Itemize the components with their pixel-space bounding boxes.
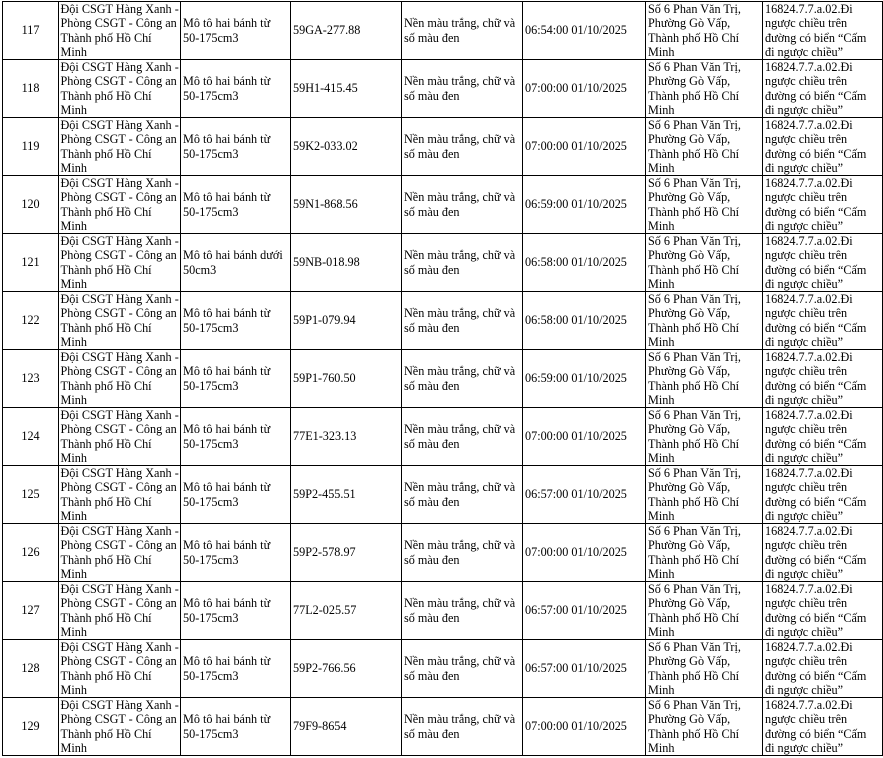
license-plate-cell: 59P1-079.94	[291, 292, 402, 350]
violation-description-cell: 16824.7.7.a.02.Đi ngược chiều trên đường có biển “Cấm đi ngược chiều”	[763, 582, 883, 640]
plate-color-cell: Nền màu trắng, chữ và số màu đen	[402, 408, 523, 466]
violation-time-cell: 06:58:00 01/10/2025	[523, 292, 646, 350]
row-number-cell: 118	[3, 60, 59, 118]
violation-description-cell: 16824.7.7.a.02.Đi ngược chiều trên đường có biển “Cấm đi ngược chiều”	[763, 408, 883, 466]
violations-table-body	[3, 2, 883, 756]
violations-table	[2, 1, 883, 756]
violation-time-cell: 07:00:00 01/10/2025	[523, 60, 646, 118]
unit-cell: Đội CSGT Hàng Xanh - Phòng CSGT - Công an Thành phố Hồ Chí Minh	[60, 698, 179, 755]
violation-description-cell: 16824.7.7.a.02.Đi ngược chiều trên đường có biển “Cấm đi ngược chiều”	[763, 698, 883, 756]
row-number-cell: 121	[3, 234, 59, 292]
violation-description-cell: 16824.7.7.a.02.Đi ngược chiều trên đường có biển “Cấm đi ngược chiều”	[763, 350, 883, 408]
plate-color-cell: Nền màu trắng, chữ và số màu đen	[402, 60, 523, 118]
unit-cell: Đội CSGT Hàng Xanh - Phòng CSGT - Công an Thành phố Hồ Chí Minh	[60, 640, 179, 697]
row-number-cell: 129	[3, 698, 59, 756]
row-number-cell: 117	[3, 2, 59, 60]
table-row	[3, 292, 883, 350]
plate-color-cell: Nền màu trắng, chữ và số màu đen	[402, 2, 523, 60]
license-plate-cell: 59P2-766.56	[291, 640, 402, 698]
plate-color-cell: Nền màu trắng, chữ và số màu đen	[402, 292, 523, 350]
violation-time-cell: 06:59:00 01/10/2025	[523, 350, 646, 408]
license-plate-cell: 59P2-578.97	[291, 524, 402, 582]
table-row	[3, 524, 883, 582]
table-row	[3, 698, 883, 756]
vehicle-type-cell: Mô tô hai bánh từ 50-175cm3	[181, 60, 291, 118]
table-row	[3, 582, 883, 640]
vehicle-type-cell: Mô tô hai bánh dưới 50cm3	[181, 234, 291, 292]
vehicle-type-cell: Mô tô hai bánh từ 50-175cm3	[181, 292, 291, 350]
violation-time-cell: 07:00:00 01/10/2025	[523, 524, 646, 582]
vehicle-type-cell: Mô tô hai bánh từ 50-175cm3	[181, 582, 291, 640]
violation-description-cell: 16824.7.7.a.02.Đi ngược chiều trên đường có biển “Cấm đi ngược chiều”	[763, 118, 883, 176]
violation-time-cell: 06:59:00 01/10/2025	[523, 176, 646, 234]
row-number-cell: 125	[3, 466, 59, 524]
violation-description-cell: 16824.7.7.a.02.Đi ngược chiều trên đường có biển “Cấm đi ngược chiều”	[763, 2, 883, 60]
violation-time-cell: 06:57:00 01/10/2025	[523, 466, 646, 524]
violation-time-cell: 07:00:00 01/10/2025	[523, 698, 646, 756]
unit-cell: Đội CSGT Hàng Xanh - Phòng CSGT - Công an Thành phố Hồ Chí Minh	[60, 582, 179, 639]
license-plate-cell: 77L2-025.57	[291, 582, 402, 640]
row-number-cell: 126	[3, 524, 59, 582]
vehicle-type-cell: Mô tô hai bánh từ 50-175cm3	[181, 2, 291, 60]
vehicle-type-cell: Mô tô hai bánh từ 50-175cm3	[181, 698, 291, 756]
vehicle-type-cell: Mô tô hai bánh từ 50-175cm3	[181, 524, 291, 582]
unit-cell: Đội CSGT Hàng Xanh - Phòng CSGT - Công an Thành phố Hồ Chí Minh	[60, 2, 179, 59]
table-row	[3, 2, 883, 60]
vehicle-type-cell: Mô tô hai bánh từ 50-175cm3	[181, 118, 291, 176]
table-row	[3, 466, 883, 524]
violation-description-cell: 16824.7.7.a.02.Đi ngược chiều trên đường có biển “Cấm đi ngược chiều”	[763, 176, 883, 234]
plate-color-cell: Nền màu trắng, chữ và số màu đen	[402, 524, 523, 582]
violation-location-cell: Số 6 Phan Văn Trị, Phường Gò Vấp, Thành phố Hồ Chí Minh	[646, 60, 763, 118]
plate-color-cell: Nền màu trắng, chữ và số màu đen	[402, 118, 523, 176]
unit-cell: Đội CSGT Hàng Xanh - Phòng CSGT - Công an Thành phố Hồ Chí Minh	[60, 408, 179, 465]
table-row	[3, 350, 883, 408]
row-number-cell: 124	[3, 408, 59, 466]
row-number-cell: 120	[3, 176, 59, 234]
license-plate-cell: 59NB-018.98	[291, 234, 402, 292]
violation-time-cell: 07:00:00 01/10/2025	[523, 408, 646, 466]
vehicle-type-cell: Mô tô hai bánh từ 50-175cm3	[181, 640, 291, 698]
plate-color-cell: Nền màu trắng, chữ và số màu đen	[402, 350, 523, 408]
row-number-cell: 119	[3, 118, 59, 176]
plate-color-cell: Nền màu trắng, chữ và số màu đen	[402, 466, 523, 524]
plate-color-cell: Nền màu trắng, chữ và số màu đen	[402, 640, 523, 698]
violation-time-cell: 07:00:00 01/10/2025	[523, 118, 646, 176]
row-number-cell: 122	[3, 292, 59, 350]
violation-location-cell: Số 6 Phan Văn Trị, Phường Gò Vấp, Thành phố Hồ Chí Minh	[646, 582, 763, 640]
violation-location-cell: Số 6 Phan Văn Trị, Phường Gò Vấp, Thành phố Hồ Chí Minh	[646, 350, 763, 408]
unit-cell: Đội CSGT Hàng Xanh - Phòng CSGT - Công an Thành phố Hồ Chí Minh	[60, 176, 179, 233]
license-plate-cell: 59P2-455.51	[291, 466, 402, 524]
row-number-cell: 123	[3, 350, 59, 408]
violation-description-cell: 16824.7.7.a.02.Đi ngược chiều trên đường có biển “Cấm đi ngược chiều”	[763, 234, 883, 292]
vehicle-type-cell: Mô tô hai bánh từ 50-175cm3	[181, 466, 291, 524]
violation-location-cell: Số 6 Phan Văn Trị, Phường Gò Vấp, Thành phố Hồ Chí Minh	[646, 466, 763, 524]
row-number-cell: 128	[3, 640, 59, 698]
violation-location-cell: Số 6 Phan Văn Trị, Phường Gò Vấp, Thành phố Hồ Chí Minh	[646, 234, 763, 292]
license-plate-cell: 59N1-868.56	[291, 176, 402, 234]
table-row	[3, 60, 883, 118]
unit-cell: Đội CSGT Hàng Xanh - Phòng CSGT - Công an Thành phố Hồ Chí Minh	[60, 60, 179, 117]
violation-time-cell: 06:57:00 01/10/2025	[523, 640, 646, 698]
violation-location-cell: Số 6 Phan Văn Trị, Phường Gò Vấp, Thành phố Hồ Chí Minh	[646, 118, 763, 176]
violation-time-cell: 06:54:00 01/10/2025	[523, 2, 646, 60]
violation-location-cell: Số 6 Phan Văn Trị, Phường Gò Vấp, Thành phố Hồ Chí Minh	[646, 2, 763, 60]
license-plate-cell: 79F9-8654	[291, 698, 402, 756]
violation-description-cell: 16824.7.7.a.02.Đi ngược chiều trên đường có biển “Cấm đi ngược chiều”	[763, 292, 883, 350]
violation-location-cell: Số 6 Phan Văn Trị, Phường Gò Vấp, Thành phố Hồ Chí Minh	[646, 698, 763, 756]
vehicle-type-cell: Mô tô hai bánh từ 50-175cm3	[181, 176, 291, 234]
plate-color-cell: Nền màu trắng, chữ và số màu đen	[402, 176, 523, 234]
unit-cell: Đội CSGT Hàng Xanh - Phòng CSGT - Công an Thành phố Hồ Chí Minh	[60, 234, 179, 291]
table-row	[3, 176, 883, 234]
vehicle-type-cell: Mô tô hai bánh từ 50-175cm3	[181, 408, 291, 466]
license-plate-cell: 59K2-033.02	[291, 118, 402, 176]
violation-description-cell: 16824.7.7.a.02.Đi ngược chiều trên đường có biển “Cấm đi ngược chiều”	[763, 60, 883, 118]
license-plate-cell: 77E1-323.13	[291, 408, 402, 466]
violation-description-cell: 16824.7.7.a.02.Đi ngược chiều trên đường có biển “Cấm đi ngược chiều”	[763, 524, 883, 582]
violation-description-cell: 16824.7.7.a.02.Đi ngược chiều trên đường có biển “Cấm đi ngược chiều”	[763, 640, 883, 698]
violation-time-cell: 06:58:00 01/10/2025	[523, 234, 646, 292]
row-number-cell: 127	[3, 582, 59, 640]
unit-cell: Đội CSGT Hàng Xanh - Phòng CSGT - Công an Thành phố Hồ Chí Minh	[60, 118, 179, 175]
table-row	[3, 640, 883, 698]
license-plate-cell: 59H1-415.45	[291, 60, 402, 118]
vehicle-type-cell: Mô tô hai bánh từ 50-175cm3	[181, 350, 291, 408]
violation-location-cell: Số 6 Phan Văn Trị, Phường Gò Vấp, Thành phố Hồ Chí Minh	[646, 176, 763, 234]
table-row	[3, 118, 883, 176]
violation-location-cell: Số 6 Phan Văn Trị, Phường Gò Vấp, Thành phố Hồ Chí Minh	[646, 292, 763, 350]
plate-color-cell: Nền màu trắng, chữ và số màu đen	[402, 582, 523, 640]
table-row	[3, 234, 883, 292]
plate-color-cell: Nền màu trắng, chữ và số màu đen	[402, 234, 523, 292]
plate-color-cell: Nền màu trắng, chữ và số màu đen	[402, 698, 523, 756]
license-plate-cell: 59P1-760.50	[291, 350, 402, 408]
violation-description-cell: 16824.7.7.a.02.Đi ngược chiều trên đường có biển “Cấm đi ngược chiều”	[763, 466, 883, 524]
unit-cell: Đội CSGT Hàng Xanh - Phòng CSGT - Công an Thành phố Hồ Chí Minh	[60, 524, 179, 581]
license-plate-cell: 59GA-277.88	[291, 2, 402, 60]
violation-time-cell: 06:57:00 01/10/2025	[523, 582, 646, 640]
violation-location-cell: Số 6 Phan Văn Trị, Phường Gò Vấp, Thành phố Hồ Chí Minh	[646, 640, 763, 698]
unit-cell: Đội CSGT Hàng Xanh - Phòng CSGT - Công an Thành phố Hồ Chí Minh	[60, 292, 179, 349]
unit-cell: Đội CSGT Hàng Xanh - Phòng CSGT - Công an Thành phố Hồ Chí Minh	[60, 350, 179, 407]
violation-location-cell: Số 6 Phan Văn Trị, Phường Gò Vấp, Thành phố Hồ Chí Minh	[646, 408, 763, 466]
table-row	[3, 408, 883, 466]
unit-cell: Đội CSGT Hàng Xanh - Phòng CSGT - Công an Thành phố Hồ Chí Minh	[60, 466, 179, 523]
violation-location-cell: Số 6 Phan Văn Trị, Phường Gò Vấp, Thành phố Hồ Chí Minh	[646, 524, 763, 582]
